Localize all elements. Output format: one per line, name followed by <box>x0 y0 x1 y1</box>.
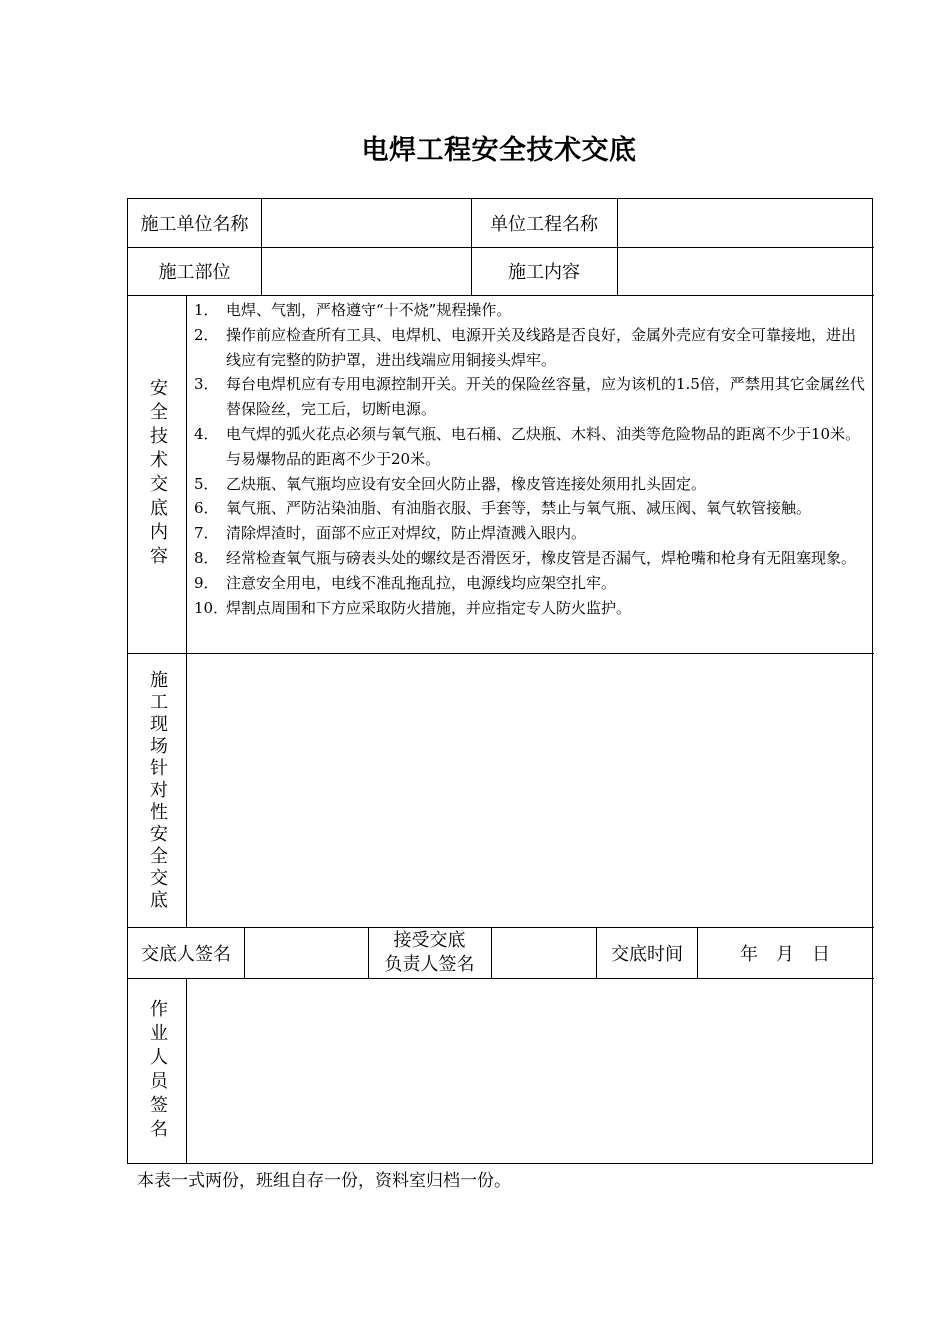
safety-item-text: 经常检查氧气瓶与磅表头处的螺纹是否滑医牙，橡皮管是否漏气，焊枪嘴和枪身有无阻塞现象。 <box>226 548 857 567</box>
safety-item-number: 1． <box>194 301 219 319</box>
safety-item-number: 9． <box>194 573 219 592</box>
safety-item-text: 注意安全用电，电线不准乱拖乱拉，电源线均应架空扎牢。 <box>226 573 617 592</box>
project-name-label: 单位工程名称 <box>490 214 598 235</box>
project-name-field[interactable] <box>618 199 872 247</box>
safety-item-text: 每台电焊机应有专用电源控制开关。开关的保险丝容量，应为该机的1.5倍，严禁用其它金属丝代替保险丝，完工后，切断电源。 <box>226 375 865 419</box>
receiver-label-line2: 负责人签名 <box>384 954 475 975</box>
workers-signature-label: 作业人员签名 <box>147 999 168 1143</box>
safety-items-list <box>194 298 870 620</box>
workers-signature-field[interactable] <box>187 979 873 1163</box>
disclosure-time-label: 交底时间 <box>611 944 683 965</box>
safety-item-text: 氧气瓶、严防沾染油脂、有油脂衣服、手套等，禁止与氧气瓶、减压阀、氧气软管接触。 <box>226 499 812 518</box>
safety-item-number: 7． <box>194 524 219 543</box>
safety-item-number: 5． <box>194 474 219 493</box>
disclosure-time-field[interactable]: 年 月 日 <box>740 944 830 965</box>
safety-content-area <box>187 296 873 653</box>
site-specific-label: 施工现场针对性安全交底 <box>147 669 168 912</box>
safety-item-number: 2． <box>194 325 219 344</box>
unit-name-field[interactable] <box>262 199 471 247</box>
safety-content-label: 安全技术交底内容 <box>147 378 168 570</box>
receiver-signature-label <box>368 928 491 978</box>
safety-item-number: 3． <box>194 375 219 394</box>
safety-item <box>194 472 870 497</box>
safety-item <box>194 372 870 422</box>
construction-part-label: 施工部位 <box>158 262 231 283</box>
safety-item-text: 清除焊渣时，面部不应正对焊纹，防止焊渣溅入眼内。 <box>226 524 587 543</box>
construction-part-field[interactable] <box>262 247 471 295</box>
safety-item-text: 焊割点周围和下方应采取防火措施，并应指定专人防火监护。 <box>226 598 632 617</box>
document-title: 电焊工程安全技术交底 <box>361 135 637 166</box>
safety-item <box>194 298 870 323</box>
safety-item-text: 电气焊的弧火花点必须与氧气瓶、电石桶、乙炔瓶、木料、油类等危险物品的距离不少于10米。与易爆物品的距离不少于20米。 <box>226 424 861 468</box>
unit-name-label: 施工单位名称 <box>140 214 249 235</box>
safety-item-number: 10． <box>194 598 229 617</box>
disclosure-form-table <box>127 198 873 1164</box>
safety-item <box>194 546 870 571</box>
safety-item <box>194 323 870 373</box>
safety-item-text: 电焊、气割，严格遵守“十不烧”规程操作。 <box>226 301 512 319</box>
site-specific-field[interactable] <box>187 654 873 927</box>
receiver-label-line1: 接受交底 <box>393 930 466 951</box>
construction-content-field[interactable] <box>618 247 872 295</box>
discloser-signature-label: 交底人签名 <box>141 944 231 965</box>
footer-note: 本表一式两份，班组自存一份，资料室归档一份。 <box>137 1171 511 1191</box>
safety-item <box>194 521 870 546</box>
safety-item-number: 6． <box>194 499 219 518</box>
safety-item-number: 8． <box>194 548 219 567</box>
safety-item-text: 操作前应检查所有工具、电焊机、电源开关及线路是否良好，金属外壳应有安全可靠接地，进出线应有完整的防护罩，进出线端应用铜接头焊牢。 <box>226 325 857 369</box>
discloser-signature-field[interactable] <box>245 928 368 978</box>
safety-item <box>194 596 870 621</box>
safety-item <box>194 422 870 472</box>
safety-item-text: 乙炔瓶、氧气瓶均应设有安全回火防止器，橡皮管连接处须用扎头固定。 <box>226 474 707 493</box>
safety-item <box>194 571 870 596</box>
safety-item-number: 4． <box>194 424 219 443</box>
construction-content-label: 施工内容 <box>508 262 580 283</box>
safety-item <box>194 496 870 521</box>
receiver-signature-field[interactable] <box>492 928 596 978</box>
